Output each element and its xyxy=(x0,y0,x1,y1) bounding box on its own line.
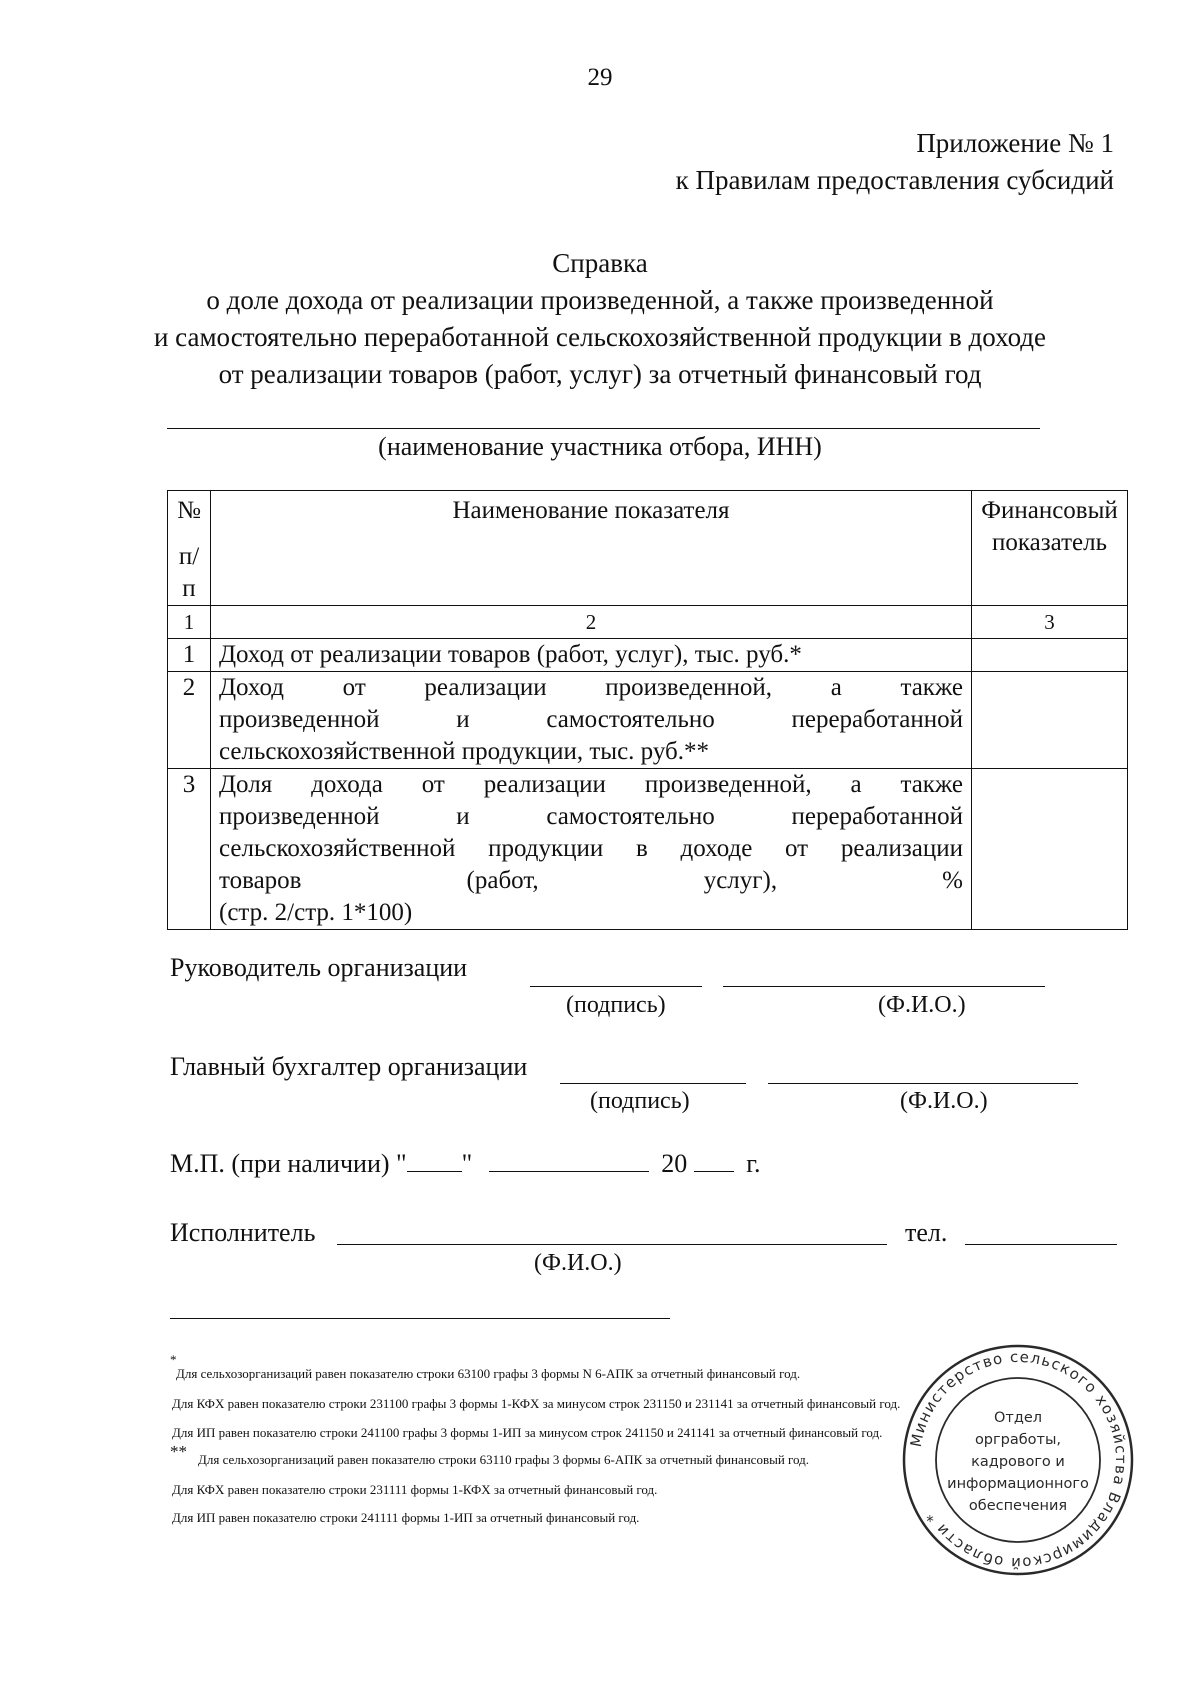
indicators-table xyxy=(167,490,1128,930)
header-num-cell xyxy=(168,491,211,606)
row-value-cell[interactable] xyxy=(972,769,1128,930)
participant-caption: (наименование участника отбора, ИНН) xyxy=(378,432,822,461)
header-name-cell xyxy=(211,491,972,606)
stamp-center-line-1: Отдел xyxy=(993,1410,1043,1426)
title-line-4: от реализации товаров (работ, услуг) за отчетный финансовый год xyxy=(218,359,982,389)
header-name: Наименование показателя xyxy=(452,497,730,524)
head-signature-line[interactable] xyxy=(530,986,702,987)
header-value-cell xyxy=(972,491,1128,606)
accountant-fio-caption: (Ф.И.О.) xyxy=(900,1088,988,1114)
head-signature-caption: (подпись) xyxy=(566,992,666,1018)
row-name-line: товаров (работ, услуг), % xyxy=(219,867,963,894)
title-line-1: Справка xyxy=(552,248,648,278)
footnote-separator xyxy=(170,1318,670,1319)
executor-fio-caption: (Ф.И.О.) xyxy=(534,1250,622,1276)
accountant-label: Главный бухгалтер организации xyxy=(170,1052,528,1081)
day-blank[interactable] xyxy=(407,1149,462,1172)
executor-fio-line[interactable] xyxy=(337,1244,887,1245)
footnote-line: Для КФХ равен показателю строки 231100 графы 3 формы 1-КФХ за минусом строк 231150 и 231141 за отчетный финансовый год. xyxy=(172,1396,901,1411)
header-value-line-1: Финансовый xyxy=(981,497,1118,524)
header-num-abbrev: п/п xyxy=(178,543,200,602)
footnote-line: Для ИП равен показателю строки 241111 формы 1-ИП за отчетный финансовый год. xyxy=(172,1510,640,1525)
appendix-reference: к Правилам предоставления субсидий xyxy=(675,165,1114,195)
column-number-row xyxy=(168,606,1128,639)
table-header-row xyxy=(168,491,1128,606)
row-name xyxy=(211,639,972,672)
row-value-cell[interactable] xyxy=(972,672,1128,769)
row-name xyxy=(211,672,972,769)
page-number: 29 xyxy=(587,64,613,91)
mp-label: М.П. (при наличии) " xyxy=(170,1149,407,1178)
month-blank[interactable] xyxy=(489,1149,649,1172)
participant-name-line[interactable] xyxy=(167,428,1040,429)
row-name-line: (стр. 2/стр. 1*100) xyxy=(219,899,413,926)
accountant-signature-line[interactable] xyxy=(560,1083,746,1084)
header-num-symbol: № xyxy=(177,497,201,524)
executor-label: Исполнитель xyxy=(170,1218,316,1247)
date-line xyxy=(170,1149,761,1179)
column-number: 1 xyxy=(168,606,211,639)
document-title xyxy=(0,245,1200,393)
footnote-marker-1: * xyxy=(170,1352,177,1367)
stamp-center-line-4: информационного xyxy=(947,1476,1089,1492)
appendix-number: Приложение № 1 xyxy=(916,128,1114,158)
row-name-line: Доход от реализации товаров (работ, услуг), тыс. руб.* xyxy=(219,641,802,668)
year-prefix: 20 xyxy=(661,1149,688,1178)
head-label: Руководитель организации xyxy=(170,953,468,982)
footnote-marker-2: ** xyxy=(170,1442,187,1461)
stamp-ring-textpath: Министерство сельского хозяйства Владимирской области * xyxy=(906,1347,1131,1573)
row-name-line: сельскохозяйственной продукции в доходе от реализации xyxy=(219,835,963,862)
title-line-3: и самостоятельно переработанной сельскохозяйственной продукции в доходе xyxy=(153,322,1047,352)
phone-line[interactable] xyxy=(965,1244,1117,1245)
footnote-line: Для сельхозорганизаций равен показателю строки 63110 графы 3 формы 6-АПК за отчетный финансовый год. xyxy=(198,1452,810,1467)
official-stamp xyxy=(900,1342,1136,1578)
row-number: 3 xyxy=(168,769,211,930)
footnote-line: Для ИП равен показателю строки 241100 графы 3 формы 1-ИП за минусом строк 241150 и 241141 за отчетный финансовый год. xyxy=(172,1425,883,1440)
row-name-line: Доля дохода от реализации произведенной, а также xyxy=(219,771,963,798)
mp-closing-quote: " xyxy=(461,1149,473,1178)
column-number: 3 xyxy=(972,606,1128,639)
row-name xyxy=(211,769,972,930)
year-suffix: г. xyxy=(746,1149,761,1178)
year-blank[interactable] xyxy=(694,1149,734,1172)
footnote-line: Для сельхозорганизаций равен показателю строки 63100 графы 3 формы N 6-АПК за отчетный финансовый год. xyxy=(176,1366,801,1381)
stamp-center-line-3: кадрового и xyxy=(971,1454,1065,1470)
stamp-center-line-2: оргработы, xyxy=(974,1432,1062,1448)
accountant-fio-line[interactable] xyxy=(768,1083,1078,1084)
row-name-line: произведенной и самостоятельно переработанной xyxy=(219,803,963,830)
footnote-line: Для КФХ равен показателю строки 231111 формы 1-КФХ за отчетный финансовый год. xyxy=(172,1482,658,1497)
row-name-line: произведенной и самостоятельно переработанной xyxy=(219,706,963,733)
column-number: 2 xyxy=(211,606,972,639)
head-fio-caption: (Ф.И.О.) xyxy=(878,992,966,1018)
phone-label: тел. xyxy=(905,1218,948,1247)
table-row xyxy=(168,672,1128,769)
row-name-line: сельскохозяйственной продукции, тыс. руб.** xyxy=(219,738,709,765)
accountant-signature-caption: (подпись) xyxy=(590,1088,690,1114)
row-value-cell[interactable] xyxy=(972,639,1128,672)
table-row xyxy=(168,639,1128,672)
stamp-center-line-5: обеспечения xyxy=(968,1498,1068,1514)
table-row xyxy=(168,769,1128,930)
title-line-2: о доле дохода от реализации произведенной, а также произведенной xyxy=(206,285,994,315)
row-name-line: Доход от реализации произведенной, а также xyxy=(219,674,963,701)
row-number: 1 xyxy=(168,639,211,672)
row-number: 2 xyxy=(168,672,211,769)
header-value-line-2: показатель xyxy=(992,529,1107,556)
head-fio-line[interactable] xyxy=(723,986,1045,987)
